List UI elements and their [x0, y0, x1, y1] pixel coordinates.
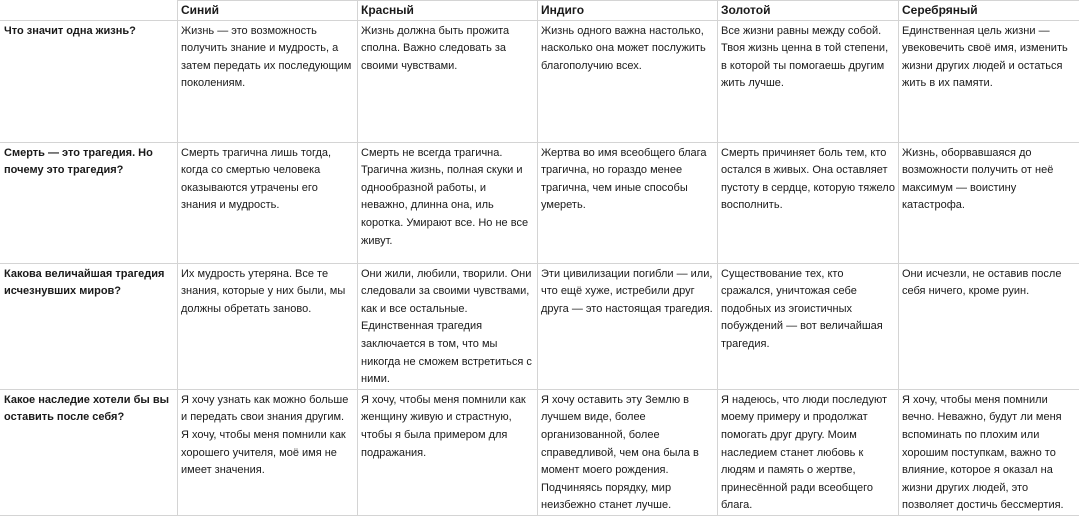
cell-text: Я хочу оставить эту Землю в лучшем виде, более организованной, более справедливой, чем она была в момент моего рождения. Подчиняясь порядку, мир неизбежно станет лучше. — [541, 392, 714, 515]
table-row — [1, 263, 1079, 389]
table-cell — [899, 389, 1079, 515]
cell-text: Жизнь, оборвавшаяся до возможности получить от неё максимум — воистину катастрофа. — [902, 145, 1076, 215]
cell-text: Смерть не всегда трагична. Трагична жизнь, полная скуки и однообразной работы, и неважно, длинна она, иль коротка. Умирают все. Но не все живут. — [361, 145, 534, 251]
table-row — [1, 389, 1079, 515]
table-row — [1, 142, 1079, 263]
row-question-text: Какое наследие хотели бы вы оставить после себя? — [4, 392, 174, 427]
table-cell — [358, 20, 538, 142]
cell-text: Я хочу узнать как можно больше и передать свои знания другим. Я хочу, чтобы меня помнили как хорошего учителя, моё имя не имеет значения. — [181, 392, 354, 480]
table-cell — [358, 389, 538, 515]
cell-text: Жертва во имя всеобщего блага трагична, но гораздо менее трагична, чем иные способы умереть. — [541, 145, 714, 215]
table-cell — [358, 142, 538, 263]
cell-text: Все жизни равны между собой. Твоя жизнь ценна в той степени, в которой ты помогаешь другим жить лучше. — [721, 23, 895, 93]
cell-text: Я хочу, чтобы меня помнили как женщину живую и страстную, чтобы я была примером для подражания. — [361, 392, 534, 462]
column-header-indigo: Индиго — [538, 1, 718, 21]
table-cell — [178, 142, 358, 263]
row-question — [1, 20, 178, 142]
table-cell — [718, 142, 899, 263]
cell-text: Единственная цель жизни — увековечить своё имя, изменить жизни других людей и остаться жить в их памяти. — [902, 23, 1076, 93]
cell-text: Жизнь — это возможность получить знание и мудрость, а затем передать их последующим поколениям. — [181, 23, 354, 93]
table-row — [1, 20, 1079, 142]
cell-text: Смерть причиняет боль тем, кто остался в живых. Она оставляет пустоту в сердце, которую тяжело восполнить. — [721, 145, 895, 215]
row-question — [1, 263, 178, 389]
table-cell — [178, 389, 358, 515]
table-cell — [538, 389, 718, 515]
column-header-blue: Синий — [178, 1, 358, 21]
cell-text: Их мудрость утеряна. Все те знания, которые у них были, мы должны обретать заново. — [181, 266, 354, 319]
row-question — [1, 389, 178, 515]
table-cell — [178, 263, 358, 389]
column-header-silver: Серебряный — [899, 1, 1079, 21]
table-cell — [178, 20, 358, 142]
cell-text: Существование тех, кто сражался, уничтожая себе подобных из эгоистичных побуждений — вот величайшая трагедия. — [721, 266, 895, 354]
column-header-red: Красный — [358, 1, 538, 21]
cell-text: Я надеюсь, что люди последуют моему примеру и продолжат помогать друг другу. Моим наследием станет любовь к людям и память о жертве, принесённой ради всеобщего блага. — [721, 392, 895, 515]
cell-text: Я хочу, чтобы меня помнили вечно. Неважно, будут ли меня вспоминать по плохим или хорошим поступкам, важно то влияние, которое я оказал на жизни других людей, это позволяет достичь бессмертия. — [902, 392, 1076, 515]
header-row — [1, 1, 1079, 21]
row-question — [1, 142, 178, 263]
column-header-gold: Золотой — [718, 1, 899, 21]
cell-text: Они жили, любили, творили. Они следовали за своими чувствами, как и все остальные. Единственная трагедия заключается в том, что мы никогда не сможем встретиться с ними. — [361, 266, 534, 389]
table-cell — [718, 20, 899, 142]
row-question-text: Что значит одна жизнь? — [4, 23, 174, 41]
cell-text: Жизнь должна быть прожита сполна. Важно следовать за своими чувствами. — [361, 23, 534, 76]
table-cell — [358, 263, 538, 389]
table-cell — [718, 389, 899, 515]
table-cell — [718, 263, 899, 389]
row-question-text: Смерть — это трагедия. Но почему это трагедия? — [4, 145, 174, 180]
table-cell — [899, 142, 1079, 263]
cell-text: Жизнь одного важна настолько, насколько она может послужить благополучию всех. — [541, 23, 714, 76]
table-cell — [538, 20, 718, 142]
cell-text: Они исчезли, не оставив после себя ничего, кроме руин. — [902, 266, 1076, 301]
table-cell — [899, 20, 1079, 142]
table-cell — [899, 263, 1079, 389]
cell-text: Эти цивилизации погибли — или, что ещё хуже, истребили друг друга — это настоящая трагедия. — [541, 266, 714, 319]
table-cell — [538, 263, 718, 389]
row-question-text: Какова величайшая трагедия исчезнувших миров? — [4, 266, 174, 301]
table-cell — [538, 142, 718, 263]
cell-text: Смерть трагична лишь тогда, когда со смертью человека оказываются утрачены его знания и мудрость. — [181, 145, 354, 215]
header-corner-cell — [1, 1, 178, 21]
